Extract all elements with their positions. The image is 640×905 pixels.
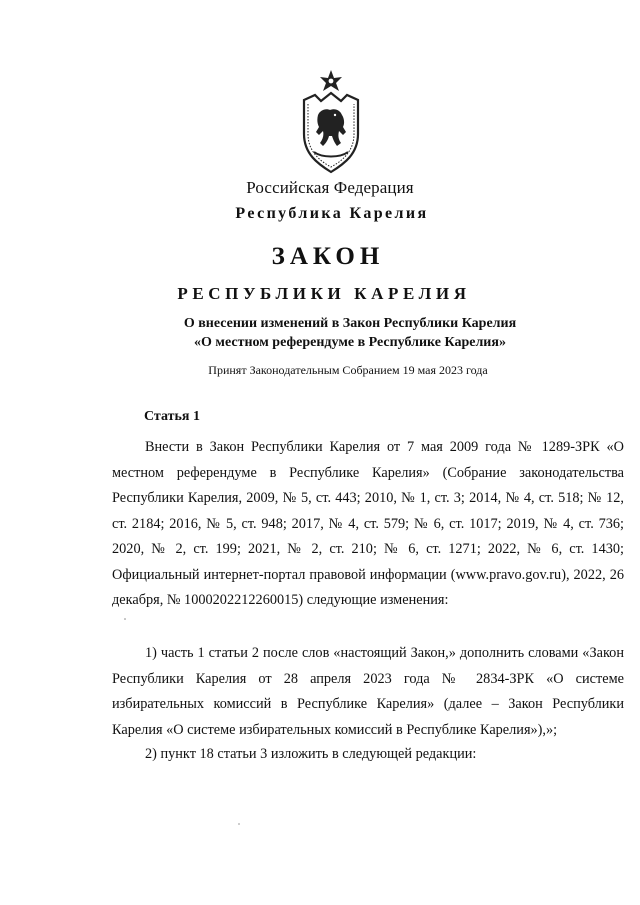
republic-name: Республика Карелия — [235, 205, 429, 222]
amendment-item-2 — [112, 742, 624, 768]
paragraph-text: Внести в Закон Республики Карелия от 7 мая 2009 года № 1289-ЗРК «О местном референдуме в Республике Карелия» (Собрание законодательства Республики Карелия, 2009, № 5, ст. 443; 2010, № 1, ст. 3; 2014, № 4, ст. 518; № 12, ст. 2184; 2016, № 5, ст. 948; 2017, № 4, ст. 579; № 6, ст. 1017; 2019, № 4, ст. 736; 2020, № 2, ст. 199; 2021, № 2, ст. 210; № 6, ст. 1271; 2022, № 6, ст. 1430; Официальный интернет-портал правовой информации (www.pravo.gov.ru), 2022, 26 декабря, № 1000202212260015) следующие изменения: — [112, 439, 624, 608]
country-name: Российская Федерация — [246, 178, 414, 197]
karelia-coat-of-arms-icon — [298, 68, 364, 174]
law-title: ЗАКОН — [271, 243, 385, 270]
law-topic-line-1: О внесении изменений в Закон Республики Карелия — [183, 316, 517, 331]
law-subtitle: РЕСПУБЛИКИ КАРЕЛИЯ — [177, 284, 471, 303]
paragraph-text: 2) пункт 18 статьи 3 изложить в следующей редакции: — [145, 746, 477, 762]
scan-speck — [238, 823, 240, 825]
article-intro-paragraph — [112, 435, 624, 614]
amendment-item-1 — [112, 641, 624, 743]
adoption-note: Принят Законодательным Собранием 19 мая 2023 года — [208, 363, 488, 377]
law-topic — [30, 314, 640, 352]
law-topic-line-2: «О местном референдуме в Республике Карелия» — [194, 335, 506, 350]
article-heading: Статья 1 — [144, 409, 200, 424]
scan-speck — [124, 618, 126, 620]
paragraph-text: 1) часть 1 статьи 2 после слов «настоящий Закон,» дополнить словами «Закон Республики Карелия от 28 апреля 2023 года № 2834-ЗРК «О системе избирательных комиссий в Республике Карелия» (далее – Закон Республики Карелия «О системе избирательных комиссий в Республике Карелия»),»; — [112, 645, 624, 738]
